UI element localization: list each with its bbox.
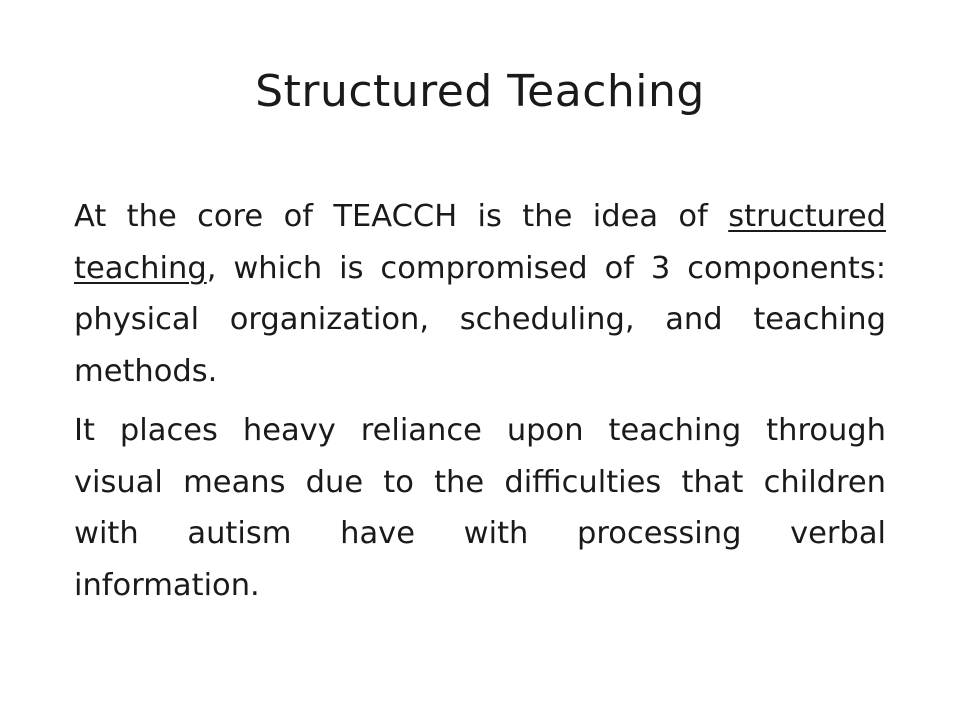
paragraph-visual-means: It places heavy reliance upon teaching through visual means due to the difficulties that children with autism have with processing verbal information. [74,413,886,603]
structured-teaching-term: structured teaching [74,199,886,286]
slide-title: Structured Teaching [255,66,705,117]
paragraph-text-before: At the core of TEACCH is the idea of [74,199,729,234]
paragraph-teacch-core [74,191,886,397]
paragraph-text-after: , which is compromised of 3 components: physical organization, scheduling, and teaching methods. [74,250,886,389]
slide-body [74,191,886,619]
